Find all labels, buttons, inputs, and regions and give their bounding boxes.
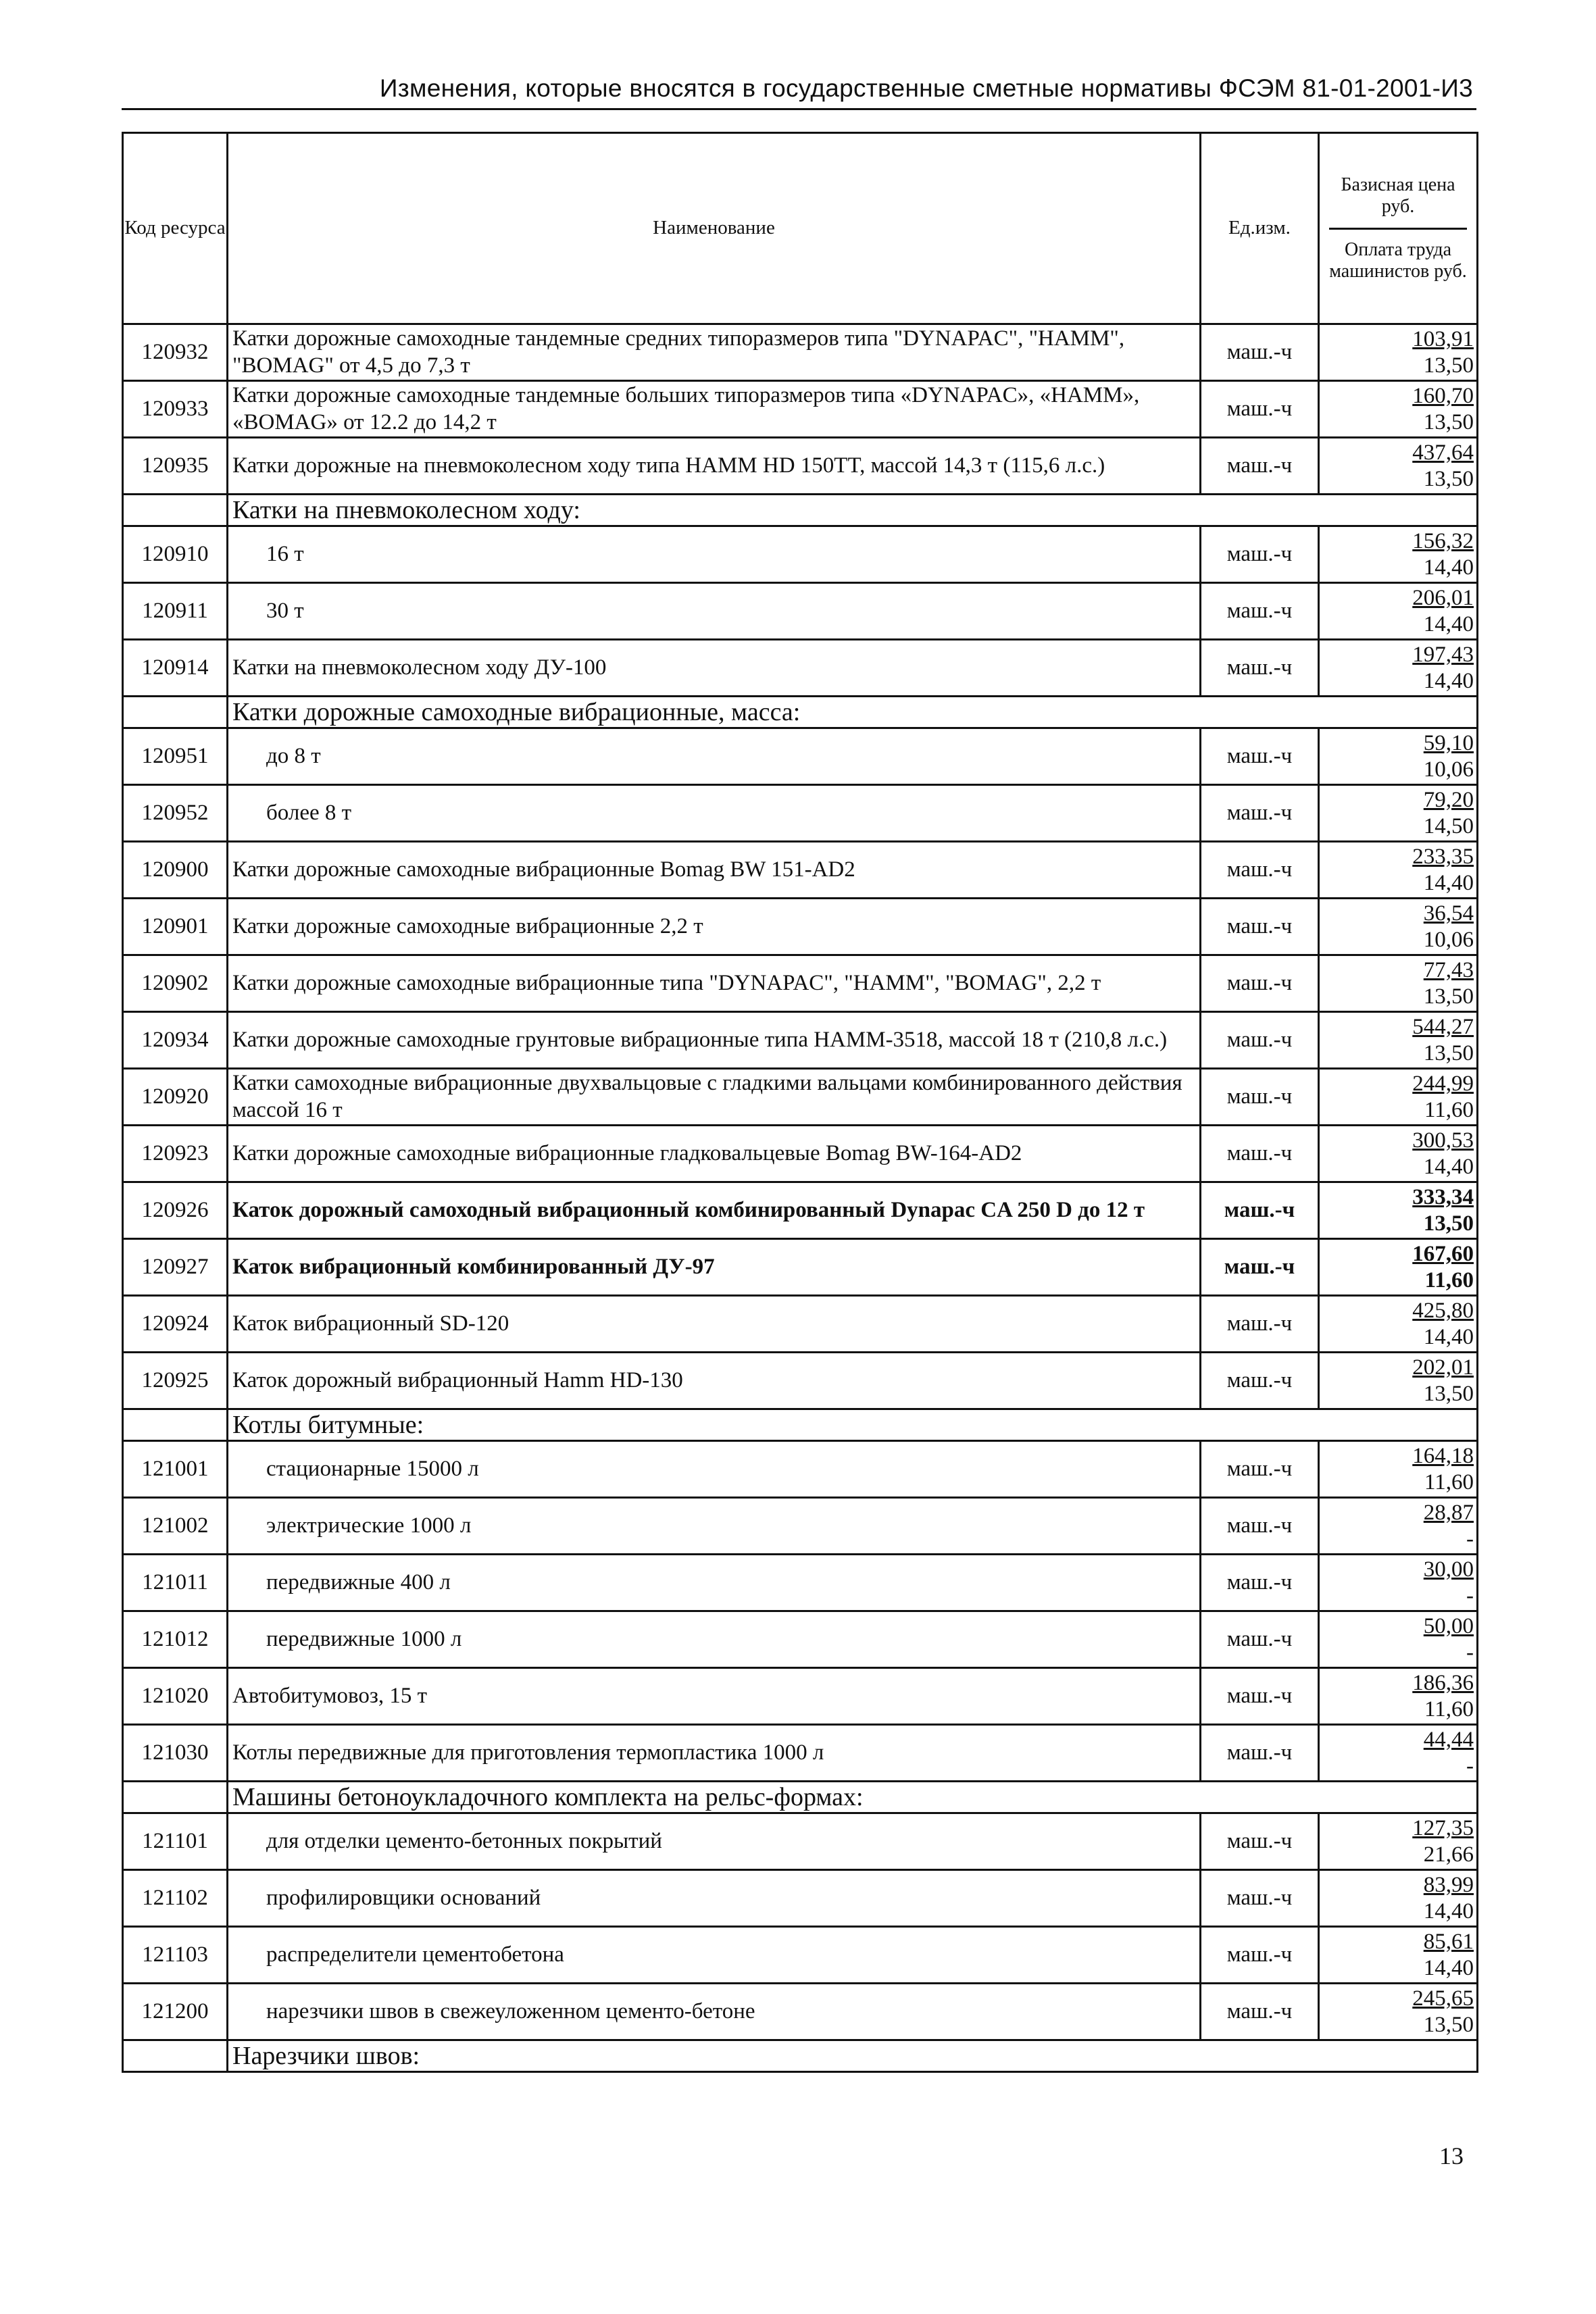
section-code-cell — [123, 697, 228, 728]
resource-code: 121103 — [123, 1927, 228, 1984]
table-row — [123, 955, 1478, 1012]
price-cell — [1319, 1870, 1478, 1927]
resource-code: 120935 — [123, 438, 228, 495]
section-code-cell — [123, 1782, 228, 1813]
table-body — [123, 324, 1478, 2072]
resource-name: профилировщики оснований — [228, 1870, 1201, 1927]
base-price: 437,64 — [1412, 441, 1474, 466]
table-row — [123, 1813, 1478, 1870]
table-row — [123, 1296, 1478, 1353]
base-price: 160,70 — [1412, 384, 1474, 409]
table-header — [123, 133, 1478, 324]
page-header: Изменения, которые вносятся в государственные сметные нормативы ФСЭМ 81-01-2001-И3 — [379, 74, 1473, 102]
unit-of-measure: маш.-ч — [1201, 1813, 1319, 1870]
operator-labor-cost: 14,40 — [1423, 870, 1474, 895]
table-row — [123, 728, 1478, 785]
unit-of-measure: маш.-ч — [1201, 324, 1319, 381]
column-header-divider — [1329, 228, 1467, 230]
column-header-base-price: Базисная цена руб. — [1341, 174, 1455, 218]
operator-labor-cost: 14,50 — [1423, 813, 1474, 838]
table-row — [123, 438, 1478, 495]
section-heading: Нарезчики швов: — [228, 2040, 1478, 2072]
price-cell — [1319, 1813, 1478, 1870]
unit-of-measure: маш.-ч — [1201, 1984, 1319, 2040]
table-row — [123, 1870, 1478, 1927]
resource-name: Катки дорожные самоходные грунтовые вибрационные типа HAMM-3518, массой 18 т (210,8 л.с.) — [228, 1012, 1201, 1069]
resource-code: 120914 — [123, 640, 228, 697]
table-row — [123, 1182, 1478, 1239]
table-row — [123, 842, 1478, 899]
operator-labor-cost: - — [1466, 1583, 1474, 1608]
unit-of-measure: маш.-ч — [1201, 1182, 1319, 1239]
price-cell — [1319, 1126, 1478, 1182]
section-row — [123, 1782, 1478, 1813]
resource-name: Катки дорожные самоходные вибрационные типа "DYNAPAC", "HAMM", "BOMAG", 2,2 т — [228, 955, 1201, 1012]
table-row — [123, 381, 1478, 438]
unit-of-measure: маш.-ч — [1201, 640, 1319, 697]
resource-table-container — [122, 132, 1476, 2073]
price-cell — [1319, 1441, 1478, 1498]
table-row — [123, 1984, 1478, 2040]
price-cell — [1319, 785, 1478, 842]
resource-name: до 8 т — [228, 728, 1201, 785]
base-price: 30,00 — [1423, 1557, 1474, 1582]
column-header-price — [1319, 133, 1478, 324]
unit-of-measure: маш.-ч — [1201, 785, 1319, 842]
operator-labor-cost: - — [1466, 1526, 1474, 1551]
page-number: 13 — [1439, 2142, 1464, 2169]
resource-name: Катки дорожные самоходные тандемные больших типоразмеров типа «DYNAPAC», «HAMM», «BOMAG» от 12.2 до 14,2 т — [228, 381, 1201, 438]
table-row — [123, 785, 1478, 842]
resource-name: нарезчики швов в свежеуложенном цементо-бетоне — [228, 1984, 1201, 2040]
base-price: 206,01 — [1412, 586, 1474, 611]
price-cell — [1319, 324, 1478, 381]
unit-of-measure: маш.-ч — [1201, 1012, 1319, 1069]
resource-name: распределители цементобетона — [228, 1927, 1201, 1984]
base-price: 233,35 — [1412, 845, 1474, 870]
operator-labor-cost: 13,50 — [1423, 1211, 1474, 1236]
price-cell — [1319, 583, 1478, 640]
unit-of-measure: маш.-ч — [1201, 1668, 1319, 1725]
price-cell — [1319, 640, 1478, 697]
column-header-name: Наименование — [228, 133, 1201, 324]
price-cell — [1319, 1555, 1478, 1611]
unit-of-measure: маш.-ч — [1201, 1927, 1319, 1984]
table-row — [123, 1069, 1478, 1126]
operator-labor-cost: 10,06 — [1423, 927, 1474, 952]
operator-labor-cost: 13,50 — [1423, 1040, 1474, 1065]
operator-labor-cost: 13,50 — [1423, 466, 1474, 491]
base-price: 77,43 — [1423, 958, 1474, 983]
resource-code: 121012 — [123, 1611, 228, 1668]
table-row — [123, 1012, 1478, 1069]
section-code-cell — [123, 1409, 228, 1441]
resource-code: 121002 — [123, 1498, 228, 1555]
resource-code: 120901 — [123, 899, 228, 955]
section-row — [123, 2040, 1478, 2072]
unit-of-measure: маш.-ч — [1201, 1498, 1319, 1555]
operator-labor-cost: 13,50 — [1423, 353, 1474, 378]
resource-name: передвижные 400 л — [228, 1555, 1201, 1611]
table-row — [123, 1126, 1478, 1182]
resource-name: 30 т — [228, 583, 1201, 640]
operator-labor-cost: 14,40 — [1423, 1154, 1474, 1179]
resource-name: для отделки цементо-бетонных покрытий — [228, 1813, 1201, 1870]
base-price: 50,00 — [1423, 1614, 1474, 1639]
resource-name: Автобитумовоз, 15 т — [228, 1668, 1201, 1725]
resource-code: 120934 — [123, 1012, 228, 1069]
section-row — [123, 697, 1478, 728]
table-row — [123, 640, 1478, 697]
base-price: 36,54 — [1423, 901, 1474, 926]
operator-labor-cost: 13,50 — [1423, 984, 1474, 1009]
base-price: 333,34 — [1412, 1185, 1474, 1210]
header-rule — [122, 108, 1476, 110]
resource-name: более 8 т — [228, 785, 1201, 842]
unit-of-measure: маш.-ч — [1201, 1239, 1319, 1296]
table-row — [123, 1927, 1478, 1984]
resource-code: 120920 — [123, 1069, 228, 1126]
unit-of-measure: маш.-ч — [1201, 1126, 1319, 1182]
base-price: 156,32 — [1412, 529, 1474, 554]
resource-name: стационарные 15000 л — [228, 1441, 1201, 1498]
price-cell — [1319, 1296, 1478, 1353]
unit-of-measure: маш.-ч — [1201, 1611, 1319, 1668]
price-cell — [1319, 1069, 1478, 1126]
base-price: 79,20 — [1423, 788, 1474, 813]
table-row — [123, 526, 1478, 583]
column-header-unit: Ед.изм. — [1201, 133, 1319, 324]
resource-name: Катки дорожные на пневмоколесном ходу типа HAMM HD 150TT, массой 14,3 т (115,6 л.с.) — [228, 438, 1201, 495]
operator-labor-cost: 11,60 — [1424, 1097, 1474, 1122]
price-cell — [1319, 1927, 1478, 1984]
resource-code: 120911 — [123, 583, 228, 640]
section-heading: Машины бетоноукладочного комплекта на рельс-формах: — [228, 1782, 1478, 1813]
operator-labor-cost: 14,40 — [1423, 668, 1474, 693]
resource-code: 120902 — [123, 955, 228, 1012]
table-row — [123, 1611, 1478, 1668]
table-row — [123, 1239, 1478, 1296]
unit-of-measure: маш.-ч — [1201, 526, 1319, 583]
operator-labor-cost: - — [1466, 1640, 1474, 1665]
resource-code: 121101 — [123, 1813, 228, 1870]
resource-code: 120926 — [123, 1182, 228, 1239]
base-price: 425,80 — [1412, 1299, 1474, 1324]
base-price: 164,18 — [1412, 1444, 1474, 1469]
operator-labor-cost: 14,40 — [1423, 1324, 1474, 1349]
base-price: 85,61 — [1423, 1930, 1474, 1955]
resource-name: Катки самоходные вибрационные двухвальцовые с гладкими вальцами комбинированного действия массой 16 т — [228, 1069, 1201, 1126]
unit-of-measure: маш.-ч — [1201, 1441, 1319, 1498]
price-cell — [1319, 1611, 1478, 1668]
unit-of-measure: маш.-ч — [1201, 1725, 1319, 1782]
base-price: 245,65 — [1412, 1986, 1474, 2011]
section-heading: Катки на пневмоколесном ходу: — [228, 495, 1478, 526]
price-cell — [1319, 899, 1478, 955]
resource-name: Каток дорожный самоходный вибрационный комбинированный Dynapac CA 250 D до 12 т — [228, 1182, 1201, 1239]
resource-name: Каток дорожный вибрационный Hamm HD-130 — [228, 1353, 1201, 1409]
resource-code: 121200 — [123, 1984, 228, 2040]
price-cell — [1319, 438, 1478, 495]
resource-code: 121020 — [123, 1668, 228, 1725]
section-code-cell — [123, 2040, 228, 2072]
operator-labor-cost: 14,40 — [1423, 611, 1474, 636]
operator-labor-cost: 14,40 — [1423, 1955, 1474, 1980]
table-row — [123, 1725, 1478, 1782]
unit-of-measure: маш.-ч — [1201, 1296, 1319, 1353]
base-price: 300,53 — [1412, 1128, 1474, 1153]
unit-of-measure: маш.-ч — [1201, 899, 1319, 955]
unit-of-measure: маш.-ч — [1201, 842, 1319, 899]
base-price: 186,36 — [1412, 1671, 1474, 1696]
operator-labor-cost: 14,40 — [1423, 555, 1474, 580]
unit-of-measure: маш.-ч — [1201, 1555, 1319, 1611]
resource-name: электрические 1000 л — [228, 1498, 1201, 1555]
resource-code: 120925 — [123, 1353, 228, 1409]
resource-name: Каток вибрационный SD-120 — [228, 1296, 1201, 1353]
price-cell — [1319, 955, 1478, 1012]
price-cell — [1319, 1012, 1478, 1069]
resource-code: 120951 — [123, 728, 228, 785]
resource-code: 121001 — [123, 1441, 228, 1498]
base-price: 28,87 — [1423, 1501, 1474, 1526]
table-row — [123, 1555, 1478, 1611]
section-row — [123, 1409, 1478, 1441]
unit-of-measure: маш.-ч — [1201, 1870, 1319, 1927]
table-row — [123, 899, 1478, 955]
base-price: 244,99 — [1412, 1072, 1474, 1097]
resource-name: 16 т — [228, 526, 1201, 583]
table-row — [123, 583, 1478, 640]
base-price: 103,91 — [1412, 327, 1474, 352]
operator-labor-cost: 11,60 — [1424, 1696, 1474, 1721]
section-heading: Катки дорожные самоходные вибрационные, масса: — [228, 697, 1478, 728]
unit-of-measure: маш.-ч — [1201, 1069, 1319, 1126]
resource-name: Катки дорожные самоходные вибрационные Bomag BW 151-AD2 — [228, 842, 1201, 899]
price-cell — [1319, 1725, 1478, 1782]
column-header-code: Код ресурса — [123, 133, 228, 324]
price-cell — [1319, 1984, 1478, 2040]
resource-name: Катки дорожные самоходные тандемные средних типоразмеров типа "DYNAPAC", "HAMM", "BOMAG" от 4,5 до 7,3 т — [228, 324, 1201, 381]
resource-code: 120933 — [123, 381, 228, 438]
operator-labor-cost: 13,50 — [1423, 2012, 1474, 2037]
price-cell — [1319, 1239, 1478, 1296]
operator-labor-cost: 21,66 — [1423, 1842, 1474, 1867]
operator-labor-cost: 11,60 — [1424, 1267, 1474, 1292]
base-price: 44,44 — [1423, 1728, 1474, 1753]
section-code-cell — [123, 495, 228, 526]
base-price: 202,01 — [1412, 1355, 1474, 1380]
resource-price-table — [122, 132, 1478, 2073]
resource-code: 120910 — [123, 526, 228, 583]
price-cell — [1319, 842, 1478, 899]
price-cell — [1319, 381, 1478, 438]
price-cell — [1319, 526, 1478, 583]
resource-name: Каток вибрационный комбинированный ДУ-97 — [228, 1239, 1201, 1296]
operator-labor-cost: 11,60 — [1424, 1469, 1474, 1494]
base-price: 167,60 — [1412, 1242, 1474, 1267]
resource-name: Котлы передвижные для приготовления термопластика 1000 л — [228, 1725, 1201, 1782]
resource-name: Катки на пневмоколесном ходу ДУ-100 — [228, 640, 1201, 697]
base-price: 83,99 — [1423, 1873, 1474, 1898]
table-row — [123, 1441, 1478, 1498]
table-row — [123, 324, 1478, 381]
price-cell — [1319, 1353, 1478, 1409]
unit-of-measure: маш.-ч — [1201, 728, 1319, 785]
unit-of-measure: маш.-ч — [1201, 583, 1319, 640]
base-price: 544,27 — [1412, 1015, 1474, 1040]
resource-code: 120900 — [123, 842, 228, 899]
operator-labor-cost: 13,50 — [1423, 409, 1474, 434]
price-cell — [1319, 728, 1478, 785]
unit-of-measure: маш.-ч — [1201, 381, 1319, 438]
section-row — [123, 495, 1478, 526]
table-row — [123, 1353, 1478, 1409]
operator-labor-cost: 10,06 — [1423, 757, 1474, 782]
resource-code: 121030 — [123, 1725, 228, 1782]
resource-code: 120927 — [123, 1239, 228, 1296]
operator-labor-cost: - — [1466, 1753, 1474, 1778]
unit-of-measure: маш.-ч — [1201, 1353, 1319, 1409]
price-cell — [1319, 1668, 1478, 1725]
base-price: 197,43 — [1412, 643, 1474, 668]
unit-of-measure: маш.-ч — [1201, 438, 1319, 495]
resource-code: 120923 — [123, 1126, 228, 1182]
resource-code: 120952 — [123, 785, 228, 842]
operator-labor-cost: 13,50 — [1423, 1381, 1474, 1406]
resource-code: 121011 — [123, 1555, 228, 1611]
resource-name: Катки дорожные самоходные вибрационные гладковальцевые Bomag BW-164-AD2 — [228, 1126, 1201, 1182]
price-cell — [1319, 1498, 1478, 1555]
resource-code: 120924 — [123, 1296, 228, 1353]
table-row — [123, 1498, 1478, 1555]
table-row — [123, 1668, 1478, 1725]
operator-labor-cost: 14,40 — [1423, 1898, 1474, 1923]
price-cell — [1319, 1182, 1478, 1239]
section-heading: Котлы битумные: — [228, 1409, 1478, 1441]
resource-name: передвижные 1000 л — [228, 1611, 1201, 1668]
resource-code: 121102 — [123, 1870, 228, 1927]
base-price: 59,10 — [1423, 731, 1474, 756]
resource-name: Катки дорожные самоходные вибрационные 2,2 т — [228, 899, 1201, 955]
unit-of-measure: маш.-ч — [1201, 955, 1319, 1012]
column-header-labor-cost: Оплата труда машинистов руб. — [1329, 238, 1467, 282]
base-price: 127,35 — [1412, 1816, 1474, 1841]
resource-code: 120932 — [123, 324, 228, 381]
